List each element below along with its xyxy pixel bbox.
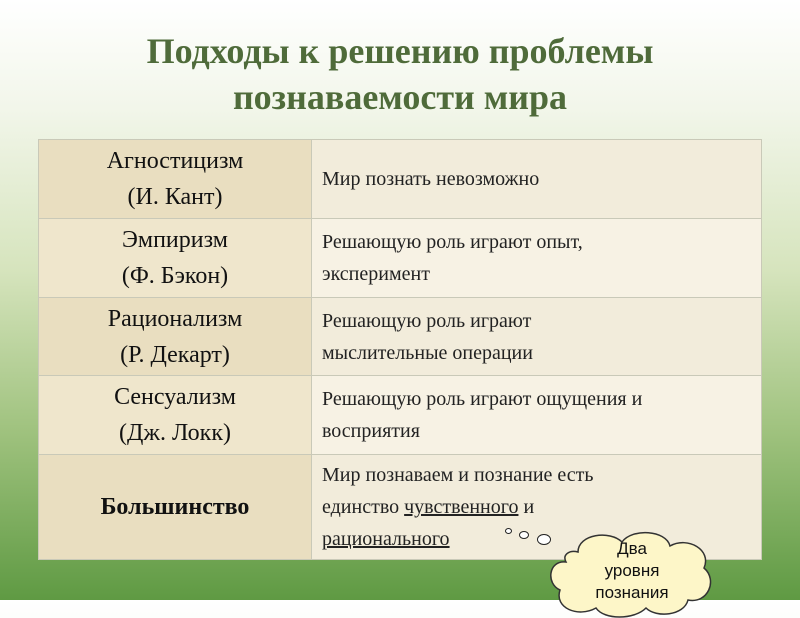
approach-author: (Р. Декарт) [120,341,230,368]
table-row [39,376,762,455]
callout-line-2: уровня [604,561,660,580]
callout-bubble-dot-small [505,528,512,534]
table-row [39,140,762,219]
description-line [322,491,753,523]
approach-author: (Дж. Локк) [119,420,231,447]
description-line: восприятия [322,420,420,443]
callout-bubble-dot-medium [519,531,529,539]
majority-label: Большинство [100,494,250,521]
text-fragment: единство [322,496,405,519]
callout-line-1: Два [617,539,647,558]
table-row [39,218,762,297]
table-row [39,297,762,376]
description-line: эксперимент [322,262,430,285]
description-cell [312,297,762,376]
title-line-2: познаваемости мира [232,77,568,117]
description-line: Решающую роль играют [322,309,532,332]
approach-name: Агностицизм [106,147,244,174]
approach-cell [39,218,312,297]
description-line: Мир познаваем и познание есть [322,464,594,487]
callout-line-3: познания [595,583,669,602]
approach-name: Рационализм [107,305,243,332]
callout-text [548,538,716,604]
approaches-table [38,139,762,560]
underlined-term-sensory: чувственного [404,496,519,519]
approach-name: Эмпиризм [122,226,228,253]
description-cell [312,376,762,455]
approach-author: (Ф. Бэкон) [121,262,229,289]
approach-cell [39,376,312,455]
description-cell [312,218,762,297]
description-line: Решающую роль играют опыт, [322,230,583,253]
description-line: Мир познать невозможно [322,167,540,190]
underlined-term-rational: рационального [322,528,450,551]
callout-cloud [548,528,716,618]
approach-cell [39,140,312,219]
approach-cell [39,297,312,376]
description-cell [312,140,762,219]
page-title [0,28,800,120]
approach-author: (И. Кант) [127,183,223,210]
title-line-1: Подходы к решению проблемы [146,31,654,71]
text-fragment: и [518,496,535,519]
majority-cell [39,455,312,560]
description-line: Решающую роль играют ощущения и [322,388,643,411]
description-line: мыслительные операции [322,341,533,364]
approach-name: Сенсуализм [114,384,236,411]
